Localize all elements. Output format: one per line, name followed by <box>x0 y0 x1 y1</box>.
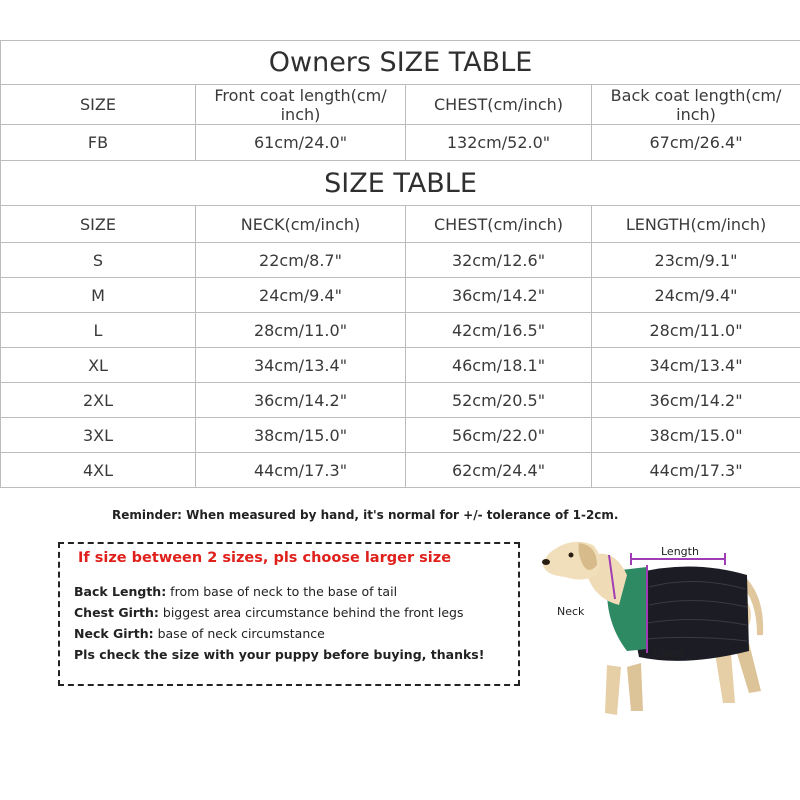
table-row <box>1 453 800 488</box>
owners-header-back-length: Back coat length(cm/ inch) <box>592 85 800 125</box>
table-cell: 2XL <box>1 383 196 418</box>
size-title-row <box>1 161 800 206</box>
owners-header-chest: CHEST(cm/inch) <box>406 85 592 125</box>
size-table <box>0 160 800 488</box>
table-cell: 67cm/26.4" <box>592 125 800 161</box>
table-cell: 32cm/12.6" <box>406 243 592 278</box>
table-cell: 34cm/13.4" <box>196 348 406 383</box>
dog-front-leg <box>627 663 643 711</box>
table-cell: 23cm/9.1" <box>592 243 800 278</box>
table-cell: 24cm/9.4" <box>196 278 406 313</box>
table-cell: 38cm/15.0" <box>592 418 800 453</box>
dog-nose <box>542 559 550 565</box>
table-cell: XL <box>1 348 196 383</box>
table-cell: 52cm/20.5" <box>406 383 592 418</box>
table-row <box>1 418 800 453</box>
table-row <box>1 313 800 348</box>
table-cell: 36cm/14.2" <box>196 383 406 418</box>
table-cell: 38cm/15.0" <box>196 418 406 453</box>
table-cell: S <box>1 243 196 278</box>
table-row <box>1 243 800 278</box>
neck-girth-note <box>74 626 325 641</box>
table-cell: 34cm/13.4" <box>592 348 800 383</box>
table-cell: 46cm/18.1" <box>406 348 592 383</box>
table-cell: 42cm/16.5" <box>406 313 592 348</box>
reminder-text: Reminder: When measured by hand, it's normal for +/- tolerance of 1-2cm. <box>112 508 619 522</box>
back-length-label: Back Length: <box>74 584 167 599</box>
chest-girth-note <box>74 605 463 620</box>
table-cell: 28cm/11.0" <box>196 313 406 348</box>
size-header-row <box>1 206 800 243</box>
table-cell: 4XL <box>1 453 196 488</box>
owners-size-table <box>0 40 800 161</box>
size-advice-box <box>58 542 520 686</box>
table-cell: 36cm/14.2" <box>592 383 800 418</box>
owners-title-row <box>1 41 800 85</box>
table-cell: L <box>1 313 196 348</box>
size-header-length: LENGTH(cm/inch) <box>592 206 800 243</box>
table-cell: 36cm/14.2" <box>406 278 592 313</box>
table-cell: 44cm/17.3" <box>196 453 406 488</box>
chest-girth-label: Chest Girth: <box>74 605 159 620</box>
back-length-note <box>74 584 397 599</box>
back-length-text: from base of neck to the base of tail <box>166 584 398 599</box>
dog-illustration <box>535 535 790 735</box>
length-label: Length <box>661 545 699 558</box>
size-header-size: SIZE <box>1 206 196 243</box>
owners-header-size: SIZE <box>1 85 196 125</box>
dog-eye <box>569 553 574 558</box>
table-cell: 56cm/22.0" <box>406 418 592 453</box>
chest-label: Chest <box>653 647 685 660</box>
table-row <box>1 383 800 418</box>
table-cell: 24cm/9.4" <box>592 278 800 313</box>
chest-girth-text: biggest area circumstance behind the front legs <box>158 605 464 620</box>
table-row <box>1 348 800 383</box>
table-cell: 3XL <box>1 418 196 453</box>
dog-measurement-diagram <box>535 535 790 735</box>
table-cell: 28cm/11.0" <box>592 313 800 348</box>
size-header-chest: CHEST(cm/inch) <box>406 206 592 243</box>
table-cell: 62cm/24.4" <box>406 453 592 488</box>
neck-girth-label: Neck Girth: <box>74 626 154 641</box>
size-advice-headline: If size between 2 sizes, pls choose larger size <box>78 550 452 566</box>
owners-header-front-length: Front coat length(cm/ inch) <box>196 85 406 125</box>
table-cell: 132cm/52.0" <box>406 125 592 161</box>
owners-table-title: Owners SIZE TABLE <box>1 41 800 85</box>
neck-girth-text: base of neck circumstance <box>153 626 325 641</box>
neck-label: Neck <box>557 605 585 618</box>
table-cell: 61cm/24.0" <box>196 125 406 161</box>
dog-back-leg <box>715 653 735 703</box>
table-cell: 22cm/8.7" <box>196 243 406 278</box>
table-cell: M <box>1 278 196 313</box>
table-row <box>1 278 800 313</box>
owners-header-row <box>1 85 800 125</box>
table-row <box>1 125 800 161</box>
size-header-neck: NECK(cm/inch) <box>196 206 406 243</box>
table-cell: FB <box>1 125 196 161</box>
dog-front-leg <box>605 665 621 715</box>
table-cell: 44cm/17.3" <box>592 453 800 488</box>
size-table-title: SIZE TABLE <box>1 161 800 206</box>
closing-note: Pls check the size with your puppy before buying, thanks! <box>74 647 485 662</box>
